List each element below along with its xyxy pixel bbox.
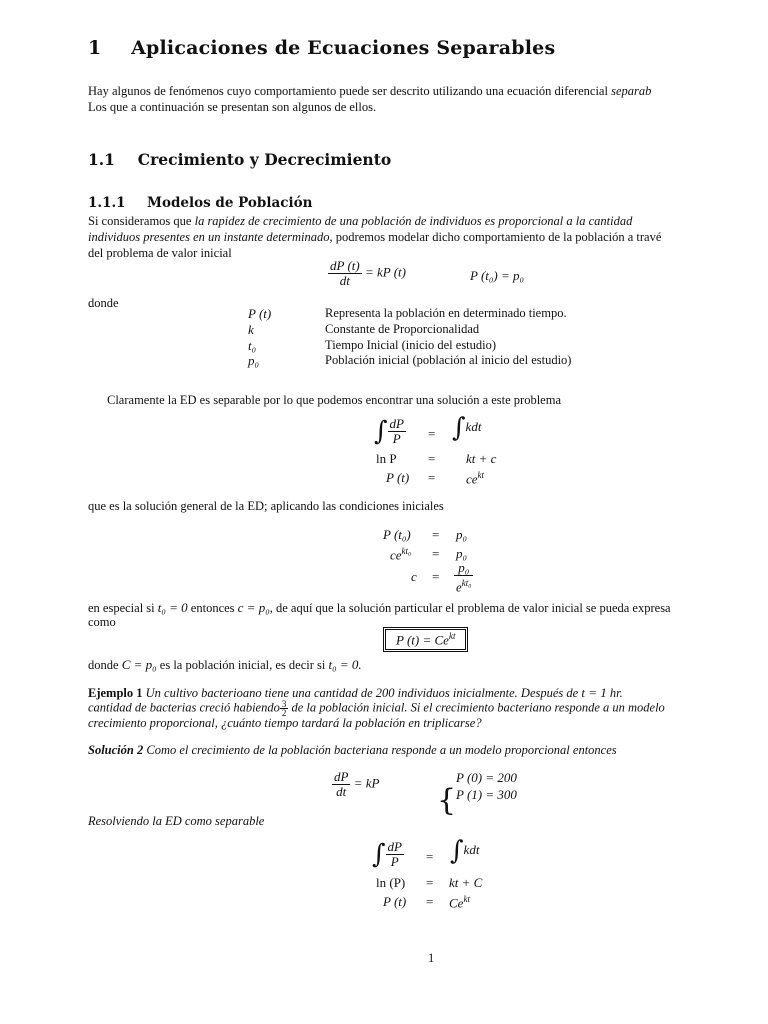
- equals-sign: =: [432, 527, 440, 542]
- sol-row-3-rhs: $ce^{kt}$: [466, 470, 485, 487]
- model-paragraph-line-1: Si consideramos que la rapidez de crecimiento de una población de individuos es proporcional a la cantidad: [88, 214, 633, 228]
- sol-row-3-lhs: P (t): [386, 470, 410, 485]
- def-symbol: k: [248, 322, 254, 337]
- especial-line-2: como: [88, 615, 116, 629]
- resolviendo-text: Resolviendo la ED como separable: [88, 814, 265, 828]
- ejemplo-line-2: cantidad de bacterias creció habiendo $\frac{3}{2}$ de la población inicial. Si el crecimiento bacteriano responde a un modelo: [88, 699, 665, 718]
- equals-sign: =: [426, 875, 434, 890]
- init-row-3-rhs: $\frac{\text{p₀}}{e^{kt_0}}$: [456, 560, 472, 595]
- page-number: 1: [428, 951, 435, 965]
- init-row-3-lhs: c: [411, 569, 417, 584]
- ejemplo-label: Ejemplo 1: [88, 686, 143, 700]
- equals-sign: =: [428, 426, 436, 441]
- def-description: Población inicial (población al inicio del estudio): [325, 353, 572, 367]
- ejemplo-line-1: Ejemplo 1 Un cultivo bacterioano tiene una cantidad de 200 individuos inicialmente. Después de t = 1 hr.: [88, 685, 623, 700]
- subsubsection-title: 1.1.1 Modelos de Población: [88, 195, 313, 211]
- init-row-2-lhs: $ce^{kt_0}$: [390, 546, 412, 563]
- ivp-equation: $\frac{dP (t)}{dt}$ = kP (t): [330, 258, 407, 288]
- def-description: Representa la población en determinado tiempo.: [325, 306, 567, 320]
- def-symbol: p₀: [248, 353, 260, 368]
- init-row-2-rhs: p₀: [456, 546, 468, 561]
- intro-line-1: Hay algunos de fenómenos cuyo comportamiento puede ser descrito utilizando una ecuación diferencial separab: [88, 84, 652, 98]
- system-ode: $\frac{dP}{dt}$ = kP: [334, 769, 380, 799]
- def-description: Constante de Proporcionalidad: [325, 322, 480, 336]
- section-title: [88, 37, 555, 59]
- def-description: Tiempo Inicial (inicio del estudio): [325, 338, 497, 352]
- system-condition-1: P (0) = 200: [456, 770, 517, 785]
- sol2-row-3-lhs: P (t): [383, 894, 407, 909]
- sol-row-1-rhs: ∫kdt: [452, 413, 482, 443]
- section-number: 1: [88, 37, 102, 59]
- equals-sign: =: [426, 894, 434, 909]
- subsection-title: 1.1 Crecimiento y Decrecimiento: [88, 150, 392, 169]
- system-condition-2: P (1) = 300: [456, 787, 517, 802]
- section-title-text: Aplicaciones de Ecuaciones Separables: [131, 37, 556, 59]
- donde-label: donde: [88, 296, 119, 310]
- equals-sign: =: [432, 546, 440, 561]
- model-paragraph-line-3: del problema de valor inicial: [88, 246, 232, 260]
- sol2-row-3-rhs: $Ce^{kt}$: [449, 894, 470, 911]
- sol-row-2-rhs: kt + c: [466, 451, 497, 466]
- boxed-particular-solution: P $(t) = Ce^{kt}$: [383, 627, 468, 652]
- ivp-condition: P (t₀) = p₀: [470, 268, 525, 283]
- def-symbol: P (t): [248, 306, 272, 321]
- sol-row-1-lhs: ∫ $\frac{dP}{P}$: [374, 416, 404, 447]
- especial-line-1: en especial si t₀ = 0 entonces c = p₀, de aquí que la solución particular el problema de valor inicial se pueda expresa: [88, 600, 671, 615]
- solucion-label: Solución 2: [88, 743, 144, 757]
- def-symbol: t₀: [248, 338, 257, 353]
- ejemplo-line-3: crecimiento proporcional, ¿cuánto tiempo tardará la población en triplicarse?: [88, 716, 482, 730]
- intro-line-2: Los que a continuación se presentan son algunos de ellos.: [88, 100, 377, 114]
- equals-sign: =: [428, 470, 436, 485]
- general-solution-text: que es la solución general de la ED; aplicando las condiciones iniciales: [88, 499, 444, 513]
- system-brace: {: [437, 783, 457, 818]
- donde-c-line: donde C = p₀ es la población inicial, es decir si t₀ = 0.: [88, 657, 362, 672]
- sol2-row-1-lhs: ∫ $\frac{dP}{P}$: [372, 839, 402, 870]
- init-row-1-lhs: P (t₀): [383, 527, 411, 542]
- sol2-row-2-rhs: kt + C: [449, 875, 483, 890]
- equals-sign: =: [428, 451, 436, 466]
- equals-sign: =: [426, 849, 434, 864]
- init-row-1-rhs: p₀: [456, 527, 468, 542]
- model-paragraph-line-2: individuos presentes en un instante determinado, podremos modelar dicho comportamiento de la población a travé: [88, 230, 662, 244]
- claramente-paragraph: Claramente la ED es separable por lo que podemos encontrar una solución a este problema: [107, 393, 562, 407]
- equals-sign: =: [432, 569, 440, 584]
- solucion-line: Solución 2 Como el crecimiento de la población bacteriana responde a un modelo proporcional entonces: [88, 743, 617, 757]
- sol2-row-1-rhs: ∫kdt: [450, 836, 480, 866]
- sol2-row-2-lhs: ln (P): [376, 875, 406, 890]
- sol-row-2-lhs: ln P: [376, 451, 397, 466]
